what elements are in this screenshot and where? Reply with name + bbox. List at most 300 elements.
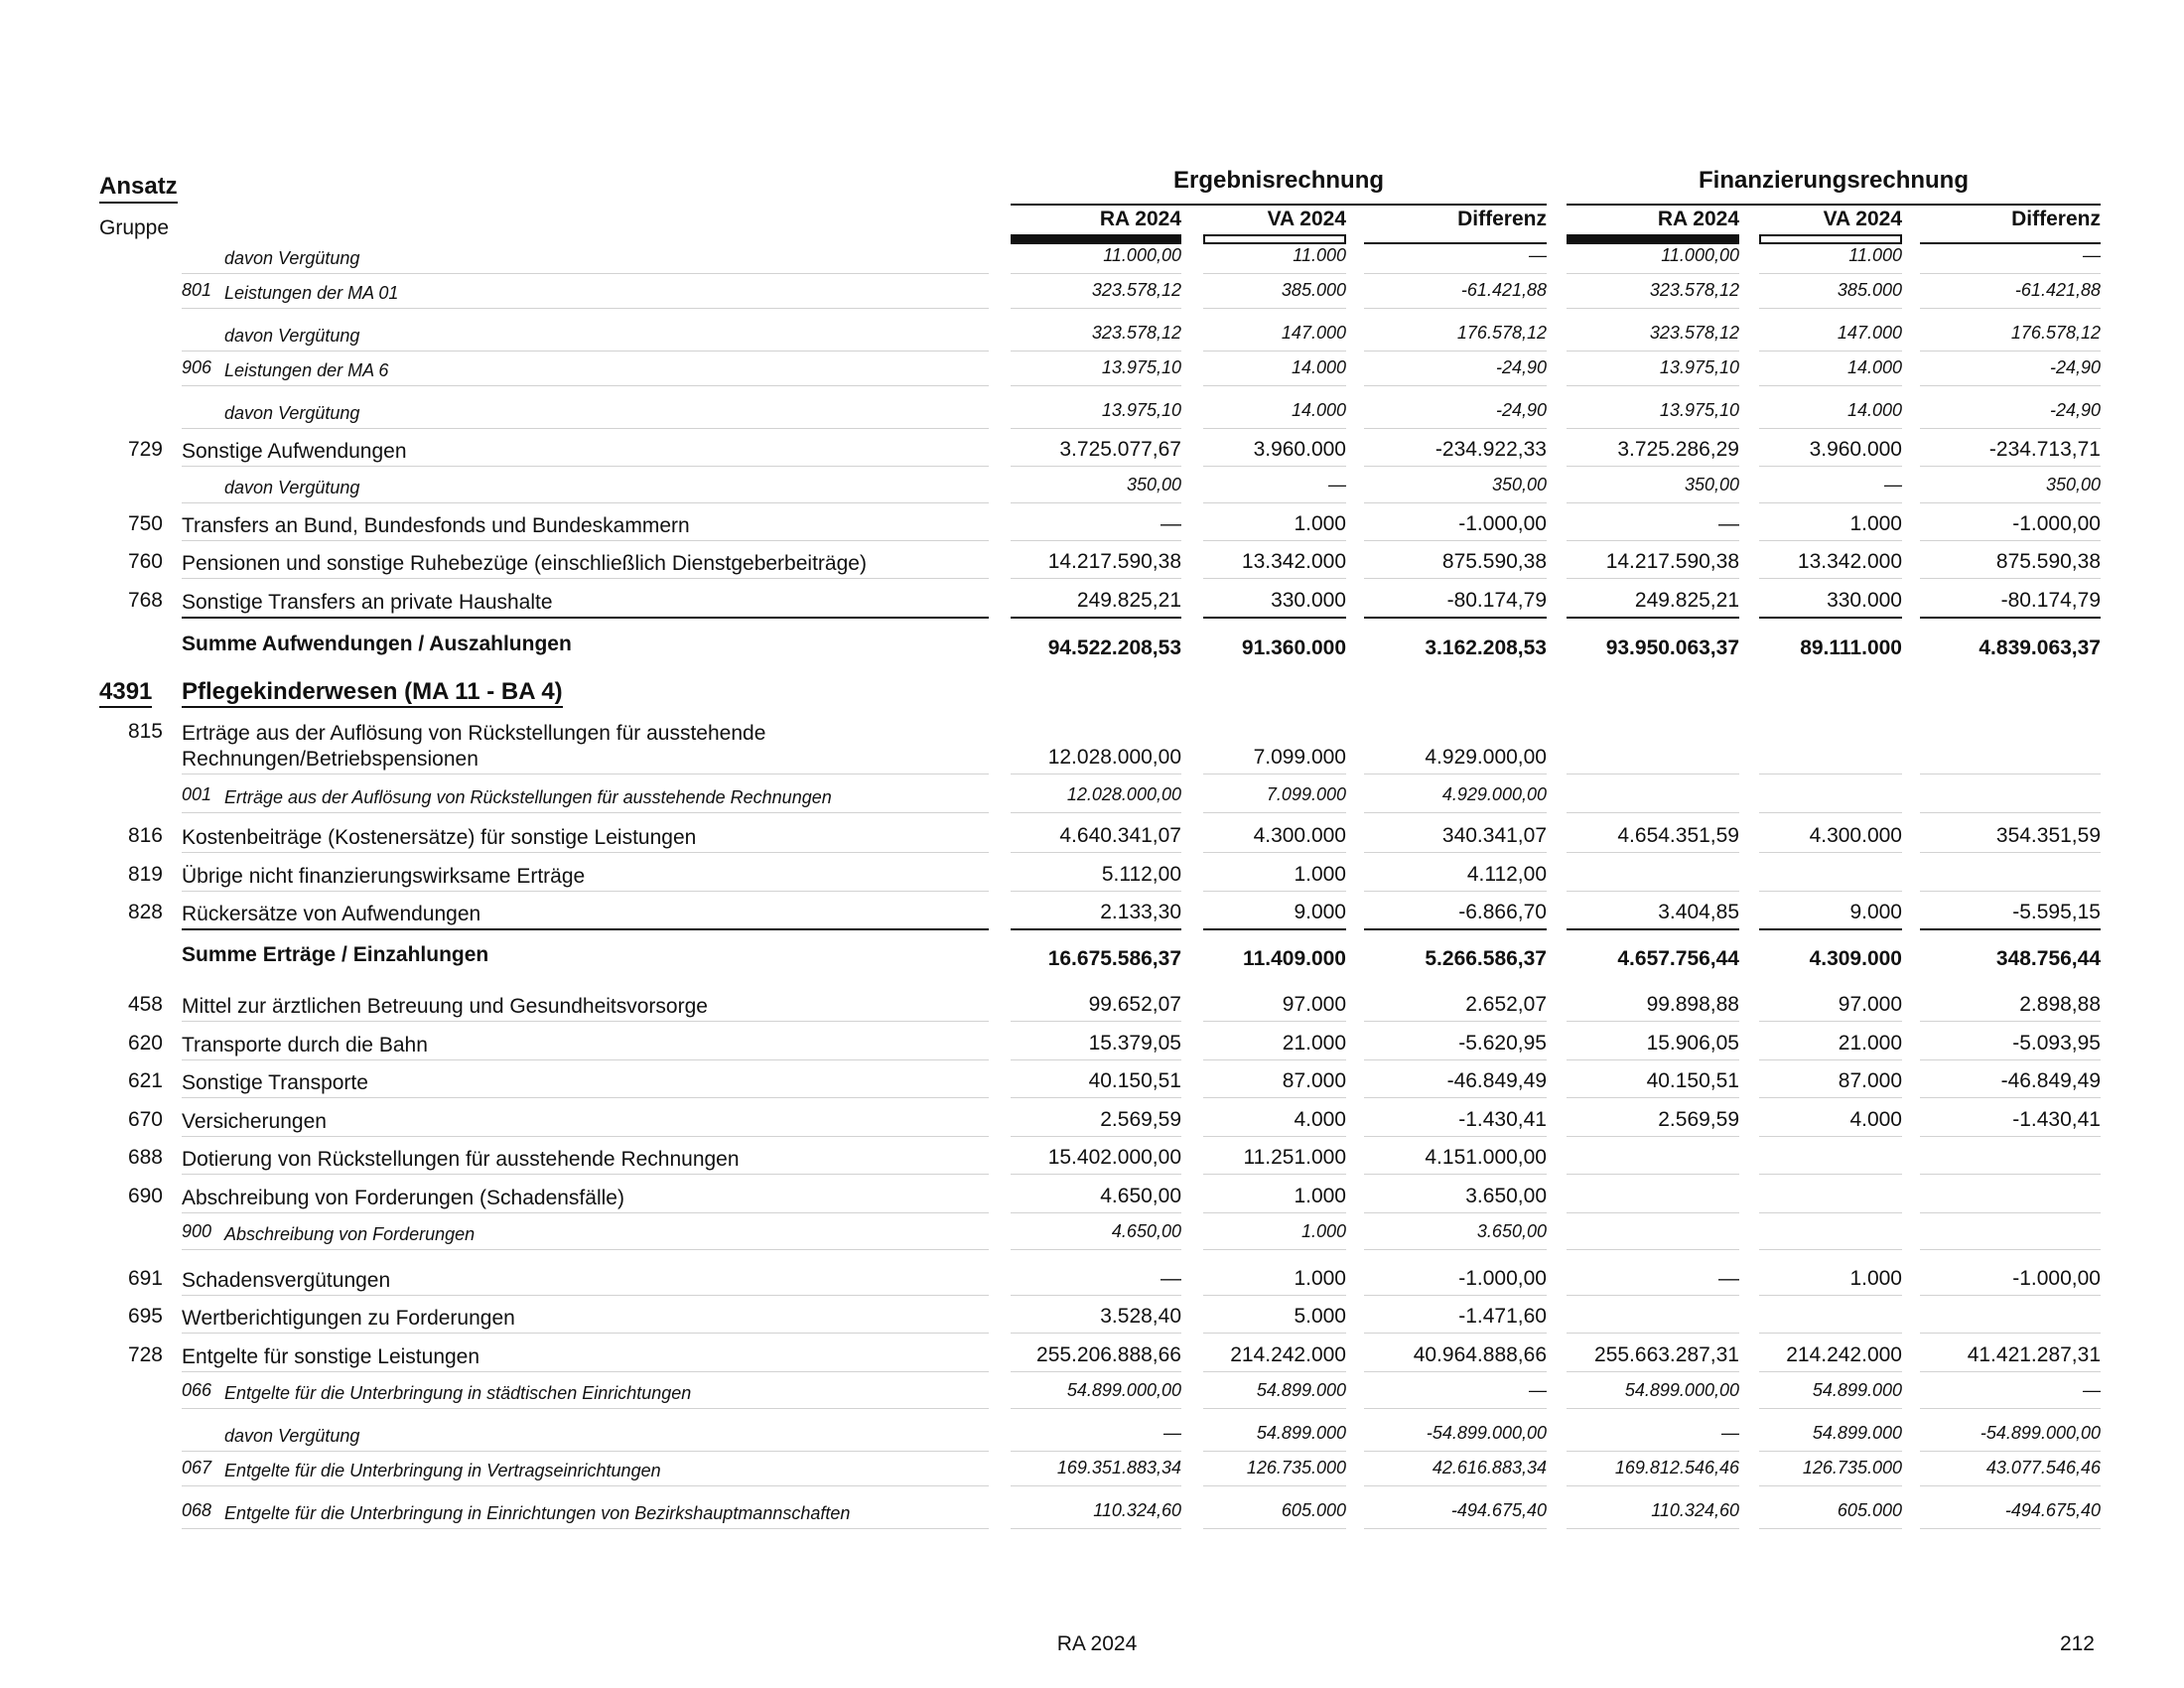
cell-fr-diff: -5.093,95 bbox=[2012, 1032, 2101, 1055]
row-separator bbox=[182, 1212, 989, 1213]
cell-fr-diff: -1.000,00 bbox=[2012, 1267, 2101, 1290]
cell-fr-diff: -46.849,49 bbox=[2000, 1069, 2101, 1092]
section-code: 4391 bbox=[99, 678, 152, 708]
er-ra-marker bbox=[1011, 234, 1181, 244]
cell-er-diff: — bbox=[1529, 1380, 1547, 1400]
row-label: Wertberichtigungen zu Forderungen bbox=[182, 1307, 515, 1330]
row-separator bbox=[182, 1528, 989, 1529]
cell-separator bbox=[1759, 351, 1902, 352]
cell-fr-va: 13.342.000 bbox=[1797, 550, 1902, 573]
cell-er-va: 126.735.000 bbox=[1246, 1458, 1346, 1477]
cell-separator bbox=[1567, 1212, 1739, 1213]
cell-fr-diff: -24,90 bbox=[2049, 400, 2101, 420]
cell-fr-diff: -1.000,00 bbox=[2012, 512, 2101, 535]
cell-separator bbox=[1203, 1371, 1346, 1372]
cell-fr-va: 4.000 bbox=[1849, 1108, 1902, 1131]
cell-er-ra: 169.351.883,34 bbox=[1056, 1458, 1181, 1477]
cell-separator bbox=[1203, 1249, 1346, 1250]
cell-er-va: 11.409.000 bbox=[1243, 947, 1346, 970]
cell-er-ra: 3.725.077,67 bbox=[1059, 438, 1181, 461]
cell-separator bbox=[1203, 1333, 1346, 1334]
row-code: 819 bbox=[127, 863, 163, 886]
row-code: 816 bbox=[127, 824, 163, 847]
row-separator bbox=[182, 1333, 989, 1334]
cell-er-ra: 110.324,60 bbox=[1093, 1500, 1181, 1520]
row-code: 067 bbox=[182, 1458, 212, 1477]
cell-separator bbox=[1759, 1371, 1902, 1372]
row-code: 688 bbox=[127, 1146, 163, 1169]
cell-separator bbox=[1567, 385, 1739, 386]
row-code: 728 bbox=[127, 1343, 163, 1366]
row-code: 695 bbox=[127, 1305, 163, 1328]
cell-fr-va: 87.000 bbox=[1838, 1069, 1902, 1092]
cell-separator bbox=[1920, 1408, 2101, 1409]
cell-separator bbox=[1011, 308, 1181, 309]
fr-va-marker bbox=[1759, 234, 1902, 244]
cell-separator bbox=[1759, 1212, 1902, 1213]
cell-separator bbox=[1567, 1295, 1739, 1296]
row-label: Leistungen der MA 6 bbox=[224, 360, 389, 380]
cell-separator bbox=[1364, 385, 1547, 386]
cell-er-va: 1.000 bbox=[1294, 1267, 1346, 1290]
row-label: Transfers an Bund, Bundesfonds und Bundeskammern bbox=[182, 514, 690, 537]
cell-fr-diff: 41.421.287,31 bbox=[1967, 1343, 2101, 1366]
cell-er-diff: -6.866,70 bbox=[1458, 901, 1547, 923]
footer-page-number: 212 bbox=[2059, 1632, 2095, 1655]
cell-separator bbox=[1920, 1485, 2101, 1486]
cell-fr-ra: 350,00 bbox=[1684, 475, 1739, 494]
cell-separator bbox=[1364, 1333, 1547, 1334]
cell-separator bbox=[1364, 812, 1547, 813]
cell-er-diff: 3.650,00 bbox=[1476, 1221, 1547, 1241]
cell-fr-va: 89.111.000 bbox=[1800, 636, 1902, 659]
cell-er-diff: -1.000,00 bbox=[1458, 512, 1547, 535]
cell-er-va: 14.000 bbox=[1291, 400, 1346, 420]
row-code: 750 bbox=[127, 512, 163, 535]
cell-separator bbox=[1364, 852, 1547, 853]
cell-separator bbox=[1011, 1295, 1181, 1296]
row-label: Entgelte für die Unterbringung in Vertragseinrichtungen bbox=[224, 1461, 661, 1480]
cell-er-diff: 42.616.883,34 bbox=[1432, 1458, 1547, 1477]
cell-fr-diff: -61.421,88 bbox=[2014, 280, 2101, 300]
row-separator bbox=[182, 1136, 989, 1137]
row-separator bbox=[182, 1059, 989, 1060]
cell-fr-va: 214.242.000 bbox=[1786, 1343, 1902, 1366]
cell-fr-ra: — bbox=[1718, 1267, 1739, 1290]
row-label: Sonstige Transporte bbox=[182, 1071, 368, 1094]
row-code: 801 bbox=[182, 280, 212, 300]
cell-fr-ra: 99.898,88 bbox=[1646, 993, 1739, 1016]
cell-separator bbox=[1011, 1021, 1181, 1022]
cell-er-diff: 4.151.000,00 bbox=[1425, 1146, 1547, 1169]
cell-er-ra: 54.899.000,00 bbox=[1066, 1380, 1181, 1400]
row-separator bbox=[182, 466, 989, 467]
cell-separator bbox=[1759, 1528, 1902, 1529]
cell-er-diff: -234.922,33 bbox=[1434, 438, 1547, 461]
cell-separator bbox=[1920, 617, 2101, 619]
col-head-fr-diff: Differenz bbox=[2011, 208, 2101, 230]
cell-er-diff: 875.590,38 bbox=[1441, 550, 1547, 573]
finanzierungsrechnung-rule bbox=[1567, 204, 2101, 206]
cell-er-diff: 5.266.586,37 bbox=[1425, 947, 1547, 970]
cell-separator bbox=[1364, 1174, 1547, 1175]
cell-separator bbox=[1203, 502, 1346, 503]
cell-separator bbox=[1567, 502, 1739, 503]
cell-er-diff: 3.162.208,53 bbox=[1425, 636, 1547, 659]
cell-fr-va: 54.899.000 bbox=[1812, 1423, 1902, 1443]
row-code: 066 bbox=[182, 1380, 212, 1400]
row-label: Abschreibung von Forderungen (Schadensfälle) bbox=[182, 1187, 624, 1209]
row-label: Schadensvergütungen bbox=[182, 1269, 391, 1292]
cell-separator bbox=[1759, 928, 1902, 930]
cell-fr-diff: -494.675,40 bbox=[2004, 1500, 2101, 1520]
cell-separator bbox=[1011, 385, 1181, 386]
cell-fr-diff: 875.590,38 bbox=[1995, 550, 2101, 573]
cell-separator bbox=[1203, 617, 1346, 619]
cell-fr-va: 330.000 bbox=[1827, 589, 1902, 612]
cell-fr-ra: 323.578,12 bbox=[1649, 280, 1739, 300]
row-separator bbox=[182, 1174, 989, 1175]
cell-separator bbox=[1567, 1371, 1739, 1372]
cell-separator bbox=[1203, 540, 1346, 541]
cell-er-diff: 340.341,07 bbox=[1441, 824, 1547, 847]
row-separator bbox=[182, 1485, 989, 1486]
row-code: 001 bbox=[182, 784, 212, 804]
cell-er-ra: — bbox=[1160, 512, 1181, 535]
cell-separator bbox=[1011, 1485, 1181, 1486]
cell-fr-ra: 14.217.590,38 bbox=[1605, 550, 1739, 573]
cell-separator bbox=[1567, 1021, 1739, 1022]
cell-fr-diff: 176.578,12 bbox=[2010, 323, 2101, 343]
cell-separator bbox=[1011, 1059, 1181, 1060]
cell-separator bbox=[1759, 273, 1902, 274]
cell-fr-va: 14.000 bbox=[1846, 400, 1902, 420]
row-code: 068 bbox=[182, 1500, 212, 1520]
cell-er-va: 11.000 bbox=[1293, 245, 1346, 265]
cell-er-diff: -1.430,41 bbox=[1458, 1108, 1547, 1131]
cell-er-va: 4.000 bbox=[1294, 1108, 1346, 1131]
cell-separator bbox=[1759, 1097, 1902, 1098]
cell-fr-va: — bbox=[1884, 475, 1902, 494]
cell-separator bbox=[1759, 1295, 1902, 1296]
cell-separator bbox=[1759, 540, 1902, 541]
fr-diff-marker bbox=[1920, 242, 2101, 244]
cell-er-ra: 40.150,51 bbox=[1088, 1069, 1181, 1092]
cell-er-va: 13.342.000 bbox=[1241, 550, 1346, 573]
row-separator bbox=[182, 502, 989, 503]
cell-separator bbox=[1364, 1485, 1547, 1486]
cell-separator bbox=[1364, 1212, 1547, 1213]
cell-separator bbox=[1364, 1295, 1547, 1296]
cell-er-diff: -494.675,40 bbox=[1450, 1500, 1547, 1520]
cell-separator bbox=[1567, 273, 1739, 274]
cell-separator bbox=[1203, 928, 1346, 930]
cell-fr-ra: 249.825,21 bbox=[1634, 589, 1739, 612]
cell-separator bbox=[1920, 852, 2101, 853]
cell-fr-diff: 43.077.546,46 bbox=[1985, 1458, 2101, 1477]
row-separator bbox=[182, 385, 989, 386]
cell-separator bbox=[1011, 1451, 1181, 1452]
cell-fr-ra: — bbox=[1718, 512, 1739, 535]
cell-separator bbox=[1011, 428, 1181, 429]
row-code: 620 bbox=[127, 1032, 163, 1055]
cell-fr-ra: 169.812.546,46 bbox=[1614, 1458, 1739, 1477]
cell-separator bbox=[1203, 1097, 1346, 1098]
cell-separator bbox=[1567, 428, 1739, 429]
cell-er-va: 87.000 bbox=[1282, 1069, 1346, 1092]
cell-separator bbox=[1567, 540, 1739, 541]
cell-er-diff: 2.652,07 bbox=[1465, 993, 1547, 1016]
cell-separator bbox=[1759, 617, 1902, 619]
cell-er-diff: 4.929.000,00 bbox=[1425, 746, 1547, 769]
cell-separator bbox=[1203, 1021, 1346, 1022]
row-separator bbox=[182, 1371, 989, 1372]
cell-separator bbox=[1759, 1174, 1902, 1175]
row-code: 690 bbox=[127, 1185, 163, 1207]
cell-separator bbox=[1011, 812, 1181, 813]
cell-separator bbox=[1567, 351, 1739, 352]
cell-separator bbox=[1011, 578, 1181, 579]
row-label: Übrige nicht finanzierungswirksame Erträge bbox=[182, 865, 586, 888]
cell-separator bbox=[1011, 1408, 1181, 1409]
cell-separator bbox=[1920, 578, 2101, 579]
cell-separator bbox=[1203, 1295, 1346, 1296]
cell-fr-va: 3.960.000 bbox=[1809, 438, 1902, 461]
cell-separator bbox=[1920, 351, 2101, 352]
row-separator bbox=[182, 578, 989, 579]
cell-er-va: 1.000 bbox=[1294, 1185, 1346, 1207]
row-label: Erträge aus der Auflösung von Rückstellungen für ausstehende bbox=[182, 722, 766, 745]
cell-er-va: 54.899.000 bbox=[1256, 1380, 1346, 1400]
cell-separator bbox=[1567, 928, 1739, 930]
cell-er-ra: 13.975,10 bbox=[1101, 400, 1181, 420]
cell-er-ra: 12.028.000,00 bbox=[1066, 784, 1181, 804]
row-code: 458 bbox=[127, 993, 163, 1016]
cell-er-ra: 255.206.888,66 bbox=[1036, 1343, 1181, 1366]
cell-fr-ra: — bbox=[1721, 1423, 1739, 1443]
cell-separator bbox=[1364, 466, 1547, 467]
row-label: Leistungen der MA 01 bbox=[224, 283, 399, 303]
cell-fr-va: 4.309.000 bbox=[1809, 947, 1902, 970]
section-title: Pflegekinderwesen (MA 11 - BA 4) bbox=[182, 678, 563, 708]
cell-er-va: 97.000 bbox=[1282, 993, 1346, 1016]
cell-fr-diff: -54.899.000,00 bbox=[1979, 1423, 2101, 1443]
row-label: Kostenbeiträge (Kostenersätze) für sonstige Leistungen bbox=[182, 826, 697, 849]
cell-separator bbox=[1759, 1021, 1902, 1022]
row-label: Pensionen und sonstige Ruhebezüge (einschließlich Dienstgeberbeiträge) bbox=[182, 552, 867, 575]
row-separator bbox=[182, 617, 989, 619]
row-label: davon Vergütung bbox=[224, 326, 360, 346]
cell-separator bbox=[1364, 578, 1547, 579]
cell-fr-diff: -80.174,79 bbox=[2000, 589, 2101, 612]
cell-er-ra: 2.133,30 bbox=[1100, 901, 1181, 923]
cell-er-va: 147.000 bbox=[1281, 323, 1346, 343]
cell-er-va: 7.099.000 bbox=[1266, 784, 1346, 804]
cell-fr-va: 54.899.000 bbox=[1812, 1380, 1902, 1400]
cell-fr-va: 126.735.000 bbox=[1802, 1458, 1902, 1477]
cell-separator bbox=[1011, 351, 1181, 352]
cell-separator bbox=[1011, 852, 1181, 853]
fr-ra-marker bbox=[1567, 234, 1739, 244]
row-separator bbox=[182, 928, 989, 930]
cell-fr-ra: 3.725.286,29 bbox=[1617, 438, 1739, 461]
cell-separator bbox=[1203, 308, 1346, 309]
cell-er-diff: 3.650,00 bbox=[1465, 1185, 1547, 1207]
row-separator bbox=[182, 308, 989, 309]
row-separator bbox=[182, 540, 989, 541]
cell-separator bbox=[1364, 273, 1547, 274]
cell-separator bbox=[1920, 928, 2101, 930]
row-label: Dotierung von Rückstellungen für ausstehende Rechnungen bbox=[182, 1148, 740, 1171]
cell-er-ra: 94.522.208,53 bbox=[1047, 636, 1181, 659]
cell-separator bbox=[1567, 1333, 1739, 1334]
cell-er-ra: 323.578,12 bbox=[1091, 280, 1181, 300]
cell-separator bbox=[1203, 812, 1346, 813]
cell-er-ra: 12.028.000,00 bbox=[1047, 746, 1181, 769]
row-label: Abschreibung von Forderungen bbox=[224, 1224, 476, 1244]
cell-fr-va: 605.000 bbox=[1837, 1500, 1902, 1520]
cell-separator bbox=[1759, 1136, 1902, 1137]
row-separator bbox=[182, 812, 989, 813]
cell-separator bbox=[1364, 891, 1547, 892]
cell-separator bbox=[1364, 1371, 1547, 1372]
cell-separator bbox=[1011, 1174, 1181, 1175]
cell-er-diff: 4.929.000,00 bbox=[1441, 784, 1547, 804]
row-separator bbox=[182, 1451, 989, 1452]
cell-er-diff: -24,90 bbox=[1495, 357, 1547, 377]
cell-separator bbox=[1759, 502, 1902, 503]
ergebnisrechnung-rule bbox=[1011, 204, 1547, 206]
cell-fr-va: 4.300.000 bbox=[1809, 824, 1902, 847]
row-label: Entgelte für die Unterbringung in städtischen Einrichtungen bbox=[224, 1383, 692, 1403]
row-separator bbox=[182, 1097, 989, 1098]
cell-separator bbox=[1364, 1528, 1547, 1529]
cell-separator bbox=[1920, 1528, 2101, 1529]
ergebnisrechnung-title: Ergebnisrechnung bbox=[1172, 167, 1385, 194]
cell-separator bbox=[1567, 891, 1739, 892]
cell-separator bbox=[1364, 308, 1547, 309]
cell-er-ra: 99.652,07 bbox=[1088, 993, 1181, 1016]
cell-er-ra: 4.650,00 bbox=[1100, 1185, 1181, 1207]
cell-separator bbox=[1364, 1059, 1547, 1060]
cell-separator bbox=[1011, 1097, 1181, 1098]
row-code: 900 bbox=[182, 1221, 212, 1241]
cell-fr-va: 14.000 bbox=[1846, 357, 1902, 377]
cell-fr-ra: 40.150,51 bbox=[1646, 1069, 1739, 1092]
cell-er-diff: -1.000,00 bbox=[1458, 1267, 1547, 1290]
cell-fr-va: 21.000 bbox=[1838, 1032, 1902, 1055]
row-label-continued: Rechnungen/Betriebspensionen bbox=[182, 748, 478, 771]
cell-er-ra: 15.379,05 bbox=[1088, 1032, 1181, 1055]
cell-separator bbox=[1920, 1295, 2101, 1296]
cell-er-va: 91.360.000 bbox=[1241, 636, 1346, 659]
cell-separator bbox=[1759, 852, 1902, 853]
cell-separator bbox=[1567, 1097, 1739, 1098]
row-label: davon Vergütung bbox=[224, 403, 360, 423]
row-label: Sonstige Transfers an private Haushalte bbox=[182, 591, 553, 614]
cell-er-va: 5.000 bbox=[1294, 1305, 1346, 1328]
col-head-fr-va: VA 2024 bbox=[1823, 208, 1902, 230]
cell-separator bbox=[1364, 428, 1547, 429]
cell-fr-diff: -24,90 bbox=[2049, 357, 2101, 377]
cell-separator bbox=[1920, 428, 2101, 429]
cell-separator bbox=[1759, 308, 1902, 309]
cell-separator bbox=[1920, 1174, 2101, 1175]
cell-separator bbox=[1203, 1174, 1346, 1175]
cell-er-ra: 16.675.586,37 bbox=[1047, 947, 1181, 970]
cell-er-ra: — bbox=[1160, 1267, 1181, 1290]
cell-separator bbox=[1567, 1408, 1739, 1409]
cell-fr-diff: — bbox=[2083, 1380, 2101, 1400]
row-label: Entgelte für sonstige Leistungen bbox=[182, 1345, 480, 1368]
cell-separator bbox=[1567, 1485, 1739, 1486]
cell-er-ra: 4.650,00 bbox=[1111, 1221, 1181, 1241]
cell-er-ra: 3.528,40 bbox=[1100, 1305, 1181, 1328]
cell-separator bbox=[1567, 1528, 1739, 1529]
finanzierungsrechnung-title: Finanzierungsrechnung bbox=[1698, 167, 1969, 194]
row-separator bbox=[182, 351, 989, 352]
row-separator bbox=[182, 1021, 989, 1022]
row-code: 691 bbox=[127, 1267, 163, 1290]
cell-separator bbox=[1920, 1371, 2101, 1372]
cell-er-ra: 323.578,12 bbox=[1091, 323, 1181, 343]
cell-er-va: 1.000 bbox=[1294, 512, 1346, 535]
cell-er-va: 14.000 bbox=[1291, 357, 1346, 377]
cell-separator bbox=[1759, 428, 1902, 429]
cell-separator bbox=[1920, 812, 2101, 813]
row-separator bbox=[182, 1408, 989, 1409]
row-label: Erträge aus der Auflösung von Rückstellungen für ausstehende Rechnungen bbox=[224, 787, 832, 807]
cell-er-ra: 249.825,21 bbox=[1076, 589, 1181, 612]
cell-separator bbox=[1203, 891, 1346, 892]
cell-er-ra: 4.640.341,07 bbox=[1059, 824, 1181, 847]
row-code: 760 bbox=[127, 550, 163, 573]
cell-er-ra: 13.975,10 bbox=[1101, 357, 1181, 377]
er-va-marker bbox=[1203, 234, 1346, 244]
row-label: Rückersätze von Aufwendungen bbox=[182, 903, 481, 925]
cell-er-ra: 5.112,00 bbox=[1101, 863, 1181, 886]
cell-separator bbox=[1011, 1249, 1181, 1250]
cell-separator bbox=[1364, 540, 1547, 541]
cell-separator bbox=[1011, 1333, 1181, 1334]
cell-fr-ra: 4.657.756,44 bbox=[1617, 947, 1739, 970]
cell-separator bbox=[1203, 1528, 1346, 1529]
cell-separator bbox=[1364, 617, 1547, 619]
cell-er-va: 21.000 bbox=[1282, 1032, 1346, 1055]
cell-separator bbox=[1364, 351, 1547, 352]
cell-fr-va: 1.000 bbox=[1849, 1267, 1902, 1290]
cell-fr-va: 385.000 bbox=[1837, 280, 1902, 300]
cell-separator bbox=[1203, 1408, 1346, 1409]
cell-separator bbox=[1203, 1212, 1346, 1213]
cell-fr-diff: 2.898,88 bbox=[2019, 993, 2101, 1016]
cell-separator bbox=[1567, 852, 1739, 853]
cell-separator bbox=[1364, 928, 1547, 930]
cell-fr-diff: -234.713,71 bbox=[1988, 438, 2101, 461]
cell-separator bbox=[1920, 1333, 2101, 1334]
cell-er-diff: -1.471,60 bbox=[1458, 1305, 1547, 1328]
cell-er-diff: -80.174,79 bbox=[1446, 589, 1547, 612]
cell-er-va: 4.300.000 bbox=[1253, 824, 1346, 847]
cell-fr-ra: 4.654.351,59 bbox=[1617, 824, 1739, 847]
row-label: davon Vergütung bbox=[224, 478, 360, 497]
row-separator bbox=[182, 891, 989, 892]
cell-er-va: 385.000 bbox=[1281, 280, 1346, 300]
cell-er-diff: — bbox=[1529, 245, 1547, 265]
col-head-er-ra: RA 2024 bbox=[1099, 208, 1181, 230]
cell-er-diff: -61.421,88 bbox=[1460, 280, 1547, 300]
cell-er-va: 605.000 bbox=[1281, 1500, 1346, 1520]
